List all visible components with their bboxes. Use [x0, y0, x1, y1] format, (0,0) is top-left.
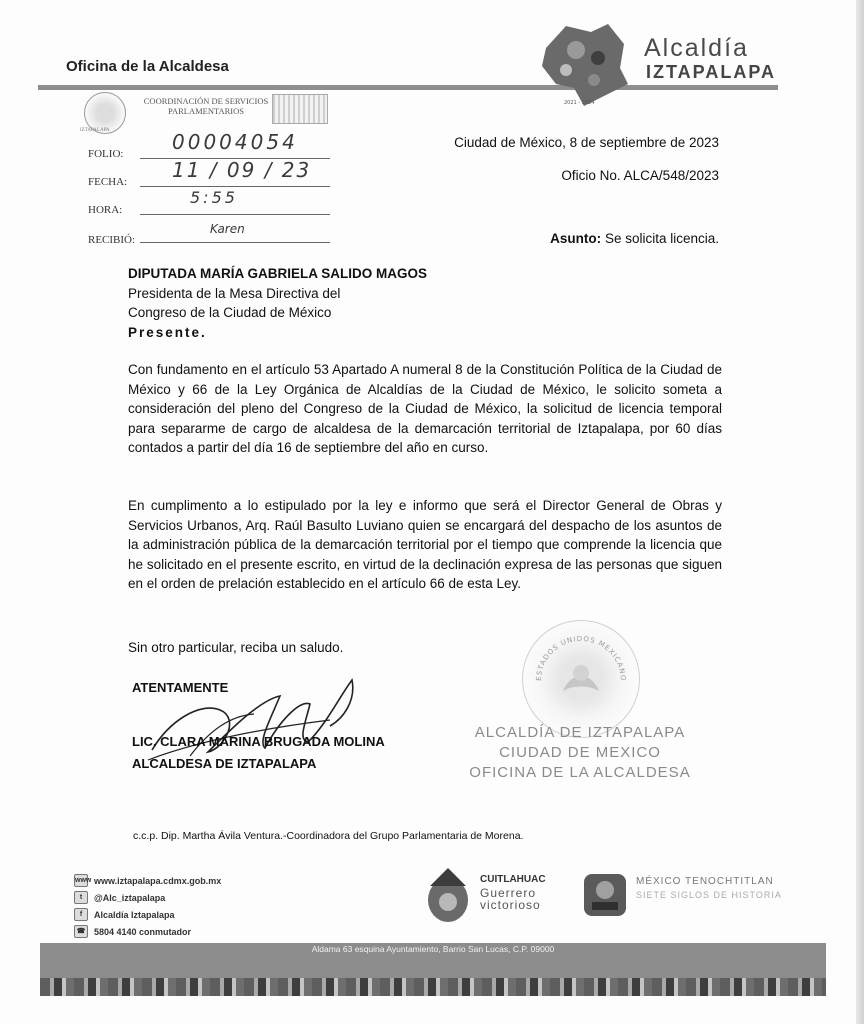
footer-pattern: [40, 978, 826, 996]
handwritten-signature: [130, 660, 370, 770]
hora-line: [140, 214, 330, 215]
logo-word-alcaldia: Alcaldía: [644, 34, 749, 62]
cuitlahuac-sub-1: Guerrero: [480, 886, 537, 900]
addressee-role-2: Congreso de la Ciudad de México: [128, 305, 332, 320]
cuitlahuac-title: CUITLAHUAC: [480, 874, 546, 885]
atentamente: ATENTAMENTE: [132, 680, 229, 695]
addressee-name: DIPUTADA MARÍA GABRIELA SALIDO MAGOS: [128, 266, 427, 281]
tenochtitlan-subtitle: SIETE SIGLOS DE HISTORIA: [636, 890, 782, 900]
warrior-head-icon: [420, 866, 476, 926]
addressee-block: [128, 264, 722, 342]
scan-edge: [856, 0, 864, 1024]
glyph-icon: [578, 868, 632, 922]
reception-stamp: [80, 90, 340, 250]
ccp-line: c.c.p. Dip. Martha Ávila Ventura.-Coordinadora del Grupo Parlamentaria de Morena.: [133, 830, 524, 842]
phone-icon: ☎: [74, 925, 88, 938]
mexican-eagle-seal-icon: [522, 620, 640, 738]
recibio-line: [140, 242, 330, 243]
contact-web[interactable]: www www.iztapalapa.cdmx.gob.mx: [75, 875, 222, 886]
svg-text:2021 - 2024: 2021 - 2024: [564, 100, 595, 106]
footer-address: Aldama 63 esquina Ayuntamiento, Barrio San Lucas, C.P. 09000: [311, 944, 555, 954]
stamp-heading: COORDINACIÓN DE SERVICIOS PARLAMENTARIOS: [143, 96, 269, 116]
twitter-icon: t: [74, 891, 88, 904]
closing-line: Sin otro particular, reciba un saludo.: [128, 640, 344, 655]
recibio-value: Karen: [210, 222, 245, 236]
oficio-number: Oficio No. ALCA/548/2023: [561, 168, 719, 183]
contact-phone: ☎ 5804 4140 conmutador: [74, 923, 221, 940]
hora-label: HORA:: [88, 204, 123, 216]
addressee-role-1: Presidenta de la Mesa Directiva del: [128, 285, 341, 301]
seal-line-2: CIUDAD DE MEXICO: [499, 744, 661, 761]
body-paragraph-2: En cumplimento a lo estipulado por la ley e informo que será el Director General de Obras y Servicios Urbanos, Arq. Raúl Basulto Luviano quien se encargará del despacho de los asuntos de la administración pública de la demarcación territorial por el tiempo que comprende la licencia que he solicitado en el presente escrito, en virtud de la declinación expresa de las personas que siguen en el orden de prelación establecido en el artículo 66 de esta Ley.: [128, 498, 722, 591]
facebook-icon: f: [74, 908, 88, 921]
cuitlahuac-sub-2: victorioso: [480, 898, 541, 912]
folio-label: FOLIO:: [88, 148, 124, 160]
recibio-label: RECIBIÓ:: [88, 234, 136, 246]
asunto-value: Se solicita licencia.: [604, 231, 719, 246]
signatory-title: ALCALDESA DE IZTAPALAPA: [132, 756, 317, 771]
tenochtitlan-title: MÉXICO TENOCHTITLAN: [636, 876, 774, 887]
place-date: Ciudad de México, 8 de septiembre de 2023: [454, 135, 719, 150]
hora-value: 5:55: [190, 188, 238, 207]
stamp-seal-caption: IZTAPALAPA: [80, 128, 110, 133]
contact-twitter[interactable]: t @Alc_iztapalapa: [74, 889, 221, 906]
body-paragraph-1: Con fundamento en el artículo 53 Apartado A numeral 8 de la Constitución Política de la Ciudad de México y 66 de la Ley Orgánica de Alcaldías de la Ciudad de México, le solicito someta a consideración del pleno del Congreso de la Ciudad de México, la solicitud de licencia temporal para separarme de cargo de alcaldesa de la demarcación territorial de Iztapalapa, por 60 días contados a partir del día 16 de septiembre del año en curso.: [128, 362, 722, 455]
tenochtitlan-logo: [578, 868, 798, 918]
logo-word-iztapalapa: IZTAPALAPA: [646, 62, 776, 82]
map-logo-icon: [536, 18, 636, 108]
contact-facebook[interactable]: f Alcaldía Iztapalapa: [74, 906, 221, 923]
signatory-name: LIC. CLARA MARINA BRUGADA MOLINA: [132, 734, 385, 749]
seal-line-3: OFICINA DE LA ALCALDESA: [469, 764, 691, 778]
web-icon: www: [74, 874, 88, 887]
asunto-label: Asunto:: [550, 231, 602, 246]
fecha-line: [140, 186, 330, 187]
seal-ring-text: ESTADOS UNIDOS MEXICANO: [534, 634, 628, 682]
seal-line-1: ALCALDÍA DE IZTAPALAPA: [474, 724, 686, 741]
presente: Presente.: [128, 324, 207, 340]
folio-value: 00004054: [172, 130, 298, 154]
footer-contacts: [74, 872, 221, 940]
fecha-value: 11 / 09 / 23: [172, 158, 312, 182]
office-title: Oficina de la Alcaldesa: [66, 58, 229, 75]
stamp-congress-mark-icon: [272, 94, 328, 124]
asunto-line: [550, 231, 719, 246]
fecha-label: FECHA:: [88, 176, 128, 188]
alcaldia-logo: [536, 18, 776, 108]
